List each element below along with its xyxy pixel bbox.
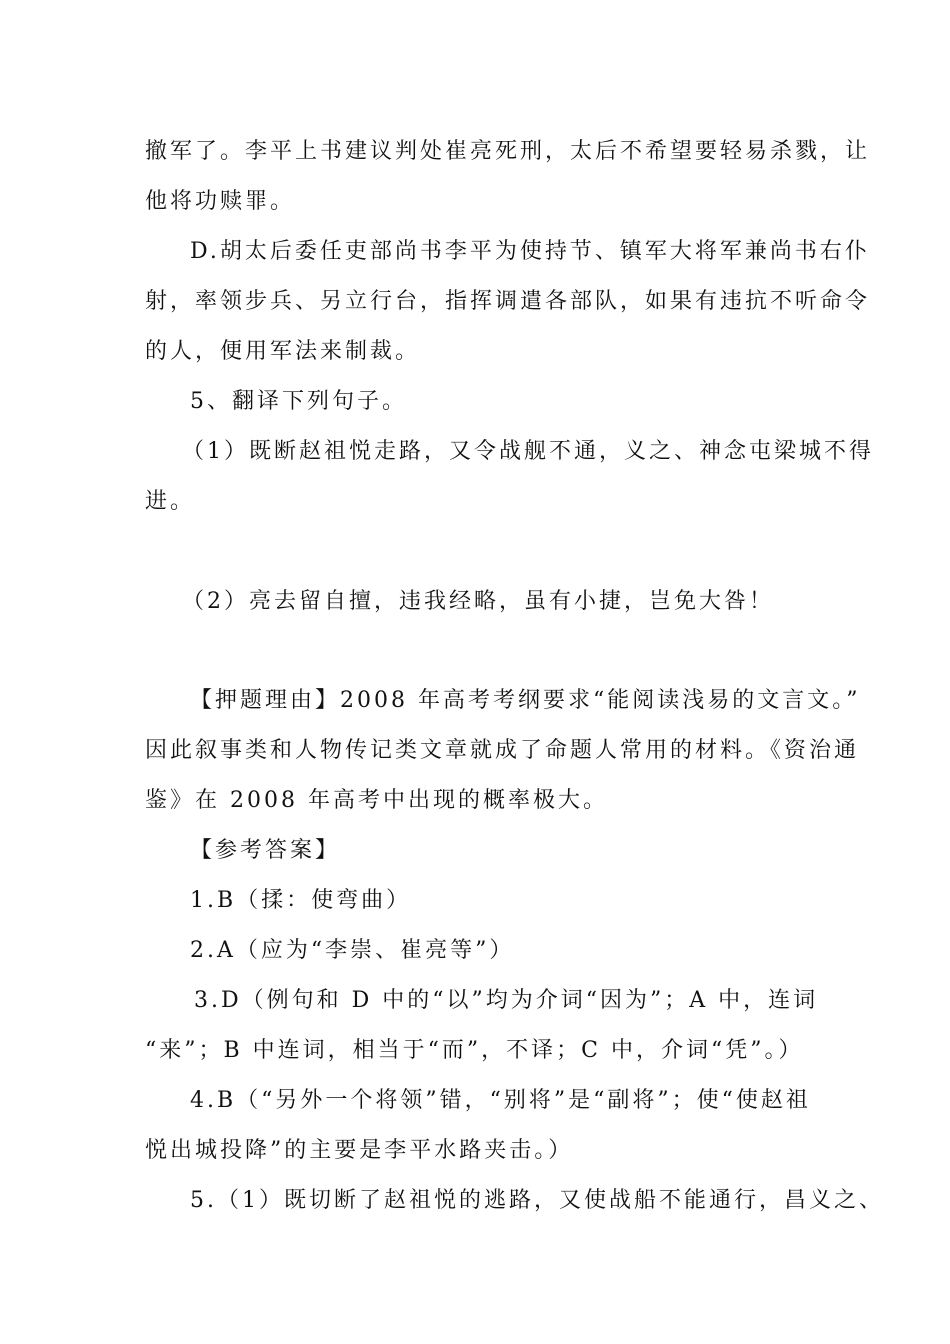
answer-item: 4.B（“另外一个将领”错，“别将”是“副将”；使“使赵祖 bbox=[190, 1088, 811, 1113]
answer-item: 5.（1）既切断了赵祖悦的逃路，又使战船不能通行，昌义之、 bbox=[190, 1188, 884, 1213]
text-line: 悦出城投降”的主要是李平水路夹击。） bbox=[145, 1138, 574, 1163]
answer-heading: 【参考答案】 bbox=[190, 838, 341, 863]
text-line: 撤军了。李平上书建议判处崔亮死刑，太后不希望要轻易杀戮，让 bbox=[145, 139, 871, 164]
text-line: 鉴》在 2008 年高考中出现的概率极大。 bbox=[145, 788, 608, 813]
text-line: 因此叙事类和人物传记类文章就成了命题人常用的材料。《资治通 bbox=[145, 738, 860, 763]
text-line: D.胡太后委任吏部尚书李平为使持节、镇军大将军兼尚书右仆 bbox=[190, 239, 870, 264]
text-line: （2）亮去留自擅，违我经略，虽有小捷，岂免大咎！ bbox=[182, 589, 774, 614]
text-line: 【押题理由】2008 年高考考纲要求“能阅读浅易的文言文。” bbox=[190, 688, 861, 713]
text-line: “来”；B 中连词，相当于“而”，不译；C 中，介词“凭”。） bbox=[145, 1038, 804, 1063]
text-line: 的人，便用军法来制裁。 bbox=[145, 339, 421, 364]
question-heading: 5、翻译下列句子。 bbox=[190, 389, 407, 414]
text-line: 进。 bbox=[145, 489, 196, 514]
text-line: 他将功赎罪。 bbox=[145, 189, 296, 214]
answer-item: 3.D（例句和 D 中的“以”均为介词“因为”；A 中，连词 bbox=[194, 988, 819, 1013]
text-line: （1）既断赵祖悦走路，又令战舰不通，义之、神念屯梁城不得 bbox=[182, 439, 874, 464]
text-line: 射，率领步兵、另立行台，指挥调遣各部队，如果有违抗不听命令 bbox=[145, 289, 871, 314]
answer-item: 1.B（揉：使弯曲） bbox=[190, 888, 412, 913]
answer-item: 2.A（应为“李崇、崔亮等”） bbox=[190, 938, 515, 963]
